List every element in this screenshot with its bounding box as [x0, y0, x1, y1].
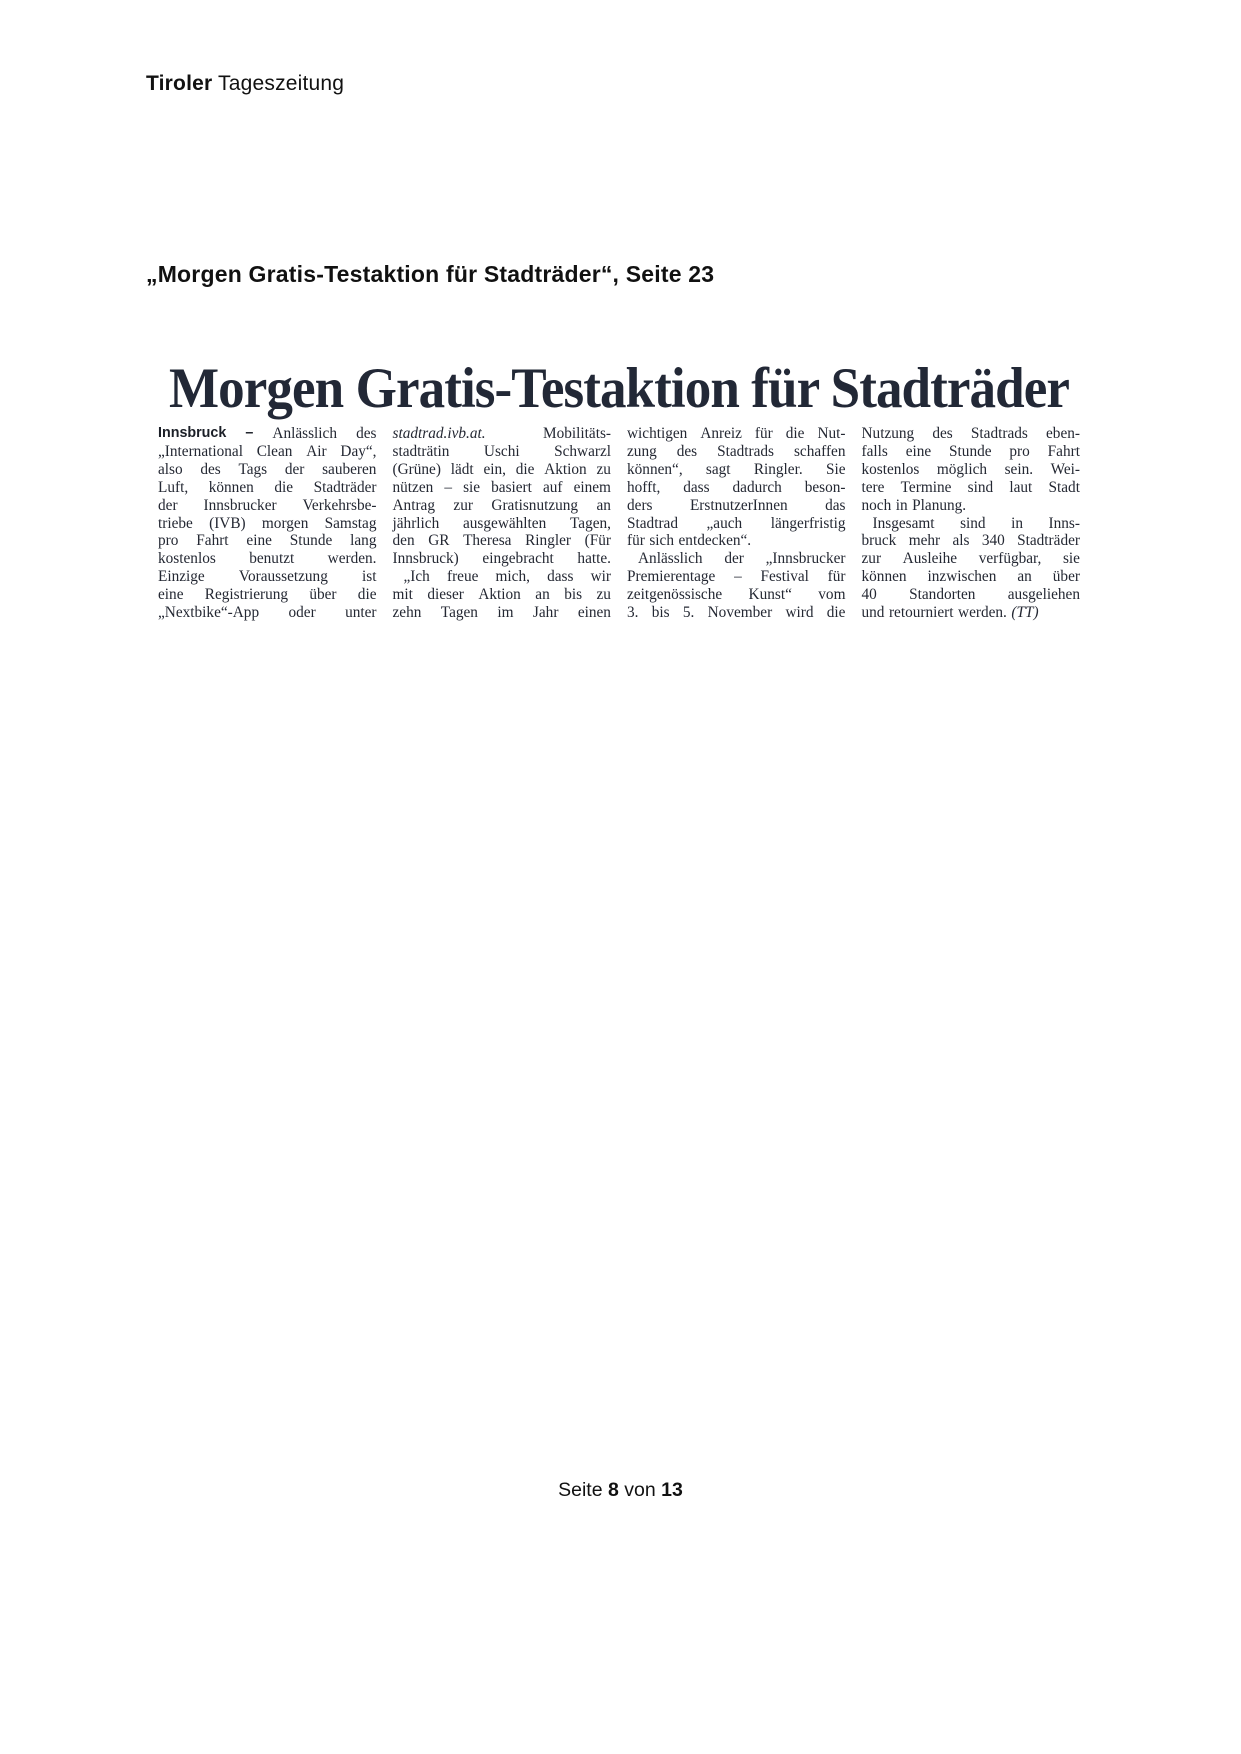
clipping-word: Ringler. [753, 460, 803, 478]
clipping-word: Gratisnutzung [491, 496, 579, 514]
clipping-word: Tagen, [570, 514, 611, 532]
newspaper-clipping [158, 358, 1080, 622]
clipping-text-line [158, 515, 377, 533]
clipping-word: Fahrt [196, 532, 229, 550]
footer-of-label: von [624, 1479, 656, 1501]
clipping-word: zu [596, 460, 611, 478]
clipping-word: Air [306, 442, 327, 460]
clipping-word: noch [861, 496, 892, 514]
clipping-word: Tags [238, 460, 268, 478]
clipping-word: zehn [392, 604, 422, 622]
clipping-column [393, 425, 612, 622]
clipping-word: sauberen [322, 460, 377, 478]
clipping-word: morgen [261, 514, 309, 532]
clipping-word: sie [463, 478, 481, 496]
clipping-word: eingebracht [482, 550, 554, 568]
clipping-text-line [627, 461, 846, 479]
clipping-word: Stadträder [1017, 532, 1080, 550]
clipping-word: können [861, 568, 907, 586]
clipping-word: (Grüne) [392, 460, 441, 478]
clipping-text-line [862, 515, 1081, 533]
clipping-text-line [627, 586, 846, 604]
clipping-word: GR [428, 532, 450, 550]
clipping-word: Fahrt [1047, 442, 1080, 460]
clipping-word: „International [158, 442, 243, 460]
clipping-text-line [393, 461, 612, 479]
clipping-word: die [826, 604, 846, 622]
clipping-word: Ausleihe [902, 550, 958, 568]
footer-page-number: 8 [608, 1479, 619, 1501]
clipping-word: Jahr [532, 604, 559, 622]
clipping-text-line [627, 604, 846, 622]
clipping-word: basiert [491, 478, 532, 496]
clipping-word: Schwarzl [554, 442, 611, 460]
clipping-word: die [357, 586, 377, 604]
clipping-word: (TT) [1011, 604, 1039, 622]
clipping-word: Aktion [478, 586, 521, 604]
clipping-text-line [627, 550, 846, 568]
clipping-word: des [932, 425, 953, 442]
clipping-word: über [309, 586, 337, 604]
clipping-word: im [497, 604, 514, 622]
clipping-column [862, 425, 1081, 622]
clipping-word: dieser [427, 586, 464, 604]
clipping-word: Uschi [483, 442, 520, 460]
clipping-word: als [952, 532, 970, 550]
clipping-word: in [895, 496, 908, 514]
clipping-text-line [158, 443, 377, 461]
clipping-word: werden. [327, 550, 377, 568]
clipping-word: lädt [450, 460, 474, 478]
clipping-word: längerfristig [770, 514, 846, 532]
clipping-text-line [627, 443, 846, 461]
clipping-word: an [596, 496, 611, 514]
clipping-word: stadträtin [392, 442, 450, 460]
clipping-word: oder [288, 604, 316, 622]
clipping-word: eben- [1046, 425, 1080, 442]
clipping-word: bis [564, 586, 583, 604]
clipping-word: „Ich [403, 568, 430, 586]
clipping-word: Clean [256, 442, 293, 460]
clipping-text-line [862, 461, 1081, 479]
clipping-word: Verkehrsbe- [302, 496, 377, 514]
clipping-word: „auch [706, 514, 743, 532]
clipping-word: kostenlos [158, 550, 216, 568]
clipping-word: vom [818, 586, 846, 604]
clipping-word: ErstnutzerInnen [689, 496, 788, 514]
clipping-word: Antrag [392, 496, 435, 514]
clipping-word: mich, [495, 568, 530, 586]
clipping-word: die [785, 425, 805, 442]
clipping-word: – [734, 568, 742, 586]
masthead-brand-rest: Tageszeitung [218, 72, 345, 95]
clipping-word: ist [362, 568, 377, 586]
clipping-word: möglich [936, 460, 988, 478]
clipping-word: pro [1009, 442, 1030, 460]
clipping-word: Anreiz [700, 425, 742, 442]
clipping-word: inzwischen [927, 568, 997, 586]
clipping-text-line [393, 479, 612, 497]
clipping-word: mit [392, 586, 413, 604]
clipping-text-line [393, 550, 612, 568]
clipping-word: 5. [682, 604, 695, 622]
clipping-word: tere [861, 478, 885, 496]
clipping-word: Mobilitäts- [543, 425, 611, 442]
clipping-word: einem [573, 478, 611, 496]
clipping-word: Aktion [544, 460, 587, 478]
clipping-word: – [444, 478, 452, 496]
clipping-text-line [158, 497, 377, 515]
clipping-text-line [862, 568, 1081, 586]
clipping-word: jährlich [392, 514, 440, 532]
clipping-text-line [627, 568, 846, 586]
clipping-word: Innsbruck) [392, 550, 459, 568]
clipping-word: Registrierung [204, 586, 289, 604]
clipping-word: Luft, [158, 478, 189, 496]
clipping-word: Stadtrad [627, 514, 678, 532]
clipping-word: der [724, 550, 744, 568]
clipping-headline [158, 358, 1080, 422]
clipping-word: falls [861, 442, 888, 460]
clipping-word: schaffen [793, 442, 846, 460]
clipping-word: Festival [760, 568, 809, 586]
clipping-word: „Nextbike“-App [158, 604, 260, 622]
clipping-word: eine [158, 586, 184, 604]
clipping-word: dadurch [732, 478, 782, 496]
article-reference-heading: „Morgen Gratis-Testaktion für Stadträder“, Seite 23 [146, 261, 715, 287]
clipping-word: einen [577, 604, 611, 622]
clipping-word: (Für [584, 532, 611, 550]
clipping-word: laut [1009, 478, 1033, 496]
clipping-word: nützen [392, 478, 434, 496]
clipping-text-line [862, 550, 1081, 568]
clipping-text-line [862, 586, 1081, 604]
clipping-text-line [862, 532, 1081, 550]
clipping-word: mehr [908, 532, 941, 550]
clipping-word: sein. [1004, 460, 1034, 478]
clipping-text-line [627, 479, 846, 497]
clipping-word: wird [785, 604, 814, 622]
clipping-word: ders [627, 496, 653, 514]
clipping-word: zur [861, 550, 882, 568]
clipping-word: zeitgenössische [627, 586, 723, 604]
clipping-word: sie [1062, 550, 1080, 568]
clipping-word: retourniert [888, 604, 954, 622]
clipping-word: Nutzung [861, 425, 915, 442]
clipping-word: Samstag [324, 514, 377, 532]
clipping-word: unter [345, 604, 377, 622]
clipping-word: sind [960, 514, 986, 532]
clipping-word: Stunde [289, 532, 333, 550]
clipping-word: Nut- [817, 425, 846, 442]
clipping-text-line [158, 479, 377, 497]
clipping-word: für [827, 568, 846, 586]
clipping-text-line [627, 515, 846, 533]
masthead-brand-bold: Tiroler [146, 72, 213, 95]
clipping-word: „Innsbrucker [765, 550, 846, 568]
clipping-word: an [1017, 568, 1032, 586]
clipping-word: Stadträder [313, 478, 377, 496]
clipping-word: Wei- [1050, 460, 1080, 478]
clipping-word: der [158, 496, 178, 514]
clipping-word: Termine [900, 478, 952, 496]
clipping-word: werden. [958, 604, 1007, 622]
clipping-word: Day“, [340, 442, 377, 460]
clipping-word: Kunst“ [748, 586, 792, 604]
clipping-text-line [862, 604, 1081, 622]
clipping-word: – [245, 425, 254, 441]
clipping-word: Insgesamt [872, 514, 935, 532]
clipping-word: Anlässlich [638, 550, 703, 568]
clipping-word: dass [547, 568, 574, 586]
clipping-word: sind [967, 478, 994, 496]
clipping-word: (IVB) [209, 514, 246, 532]
clipping-word: bruck [861, 532, 897, 550]
clipping-word: November [707, 604, 773, 622]
clipping-word: 3. [627, 604, 639, 622]
clipping-word: die [274, 478, 294, 496]
clipping-word: Voraussetzung [238, 568, 328, 586]
clipping-word: auf [542, 478, 563, 496]
clipping-word: Planung. [912, 496, 967, 514]
clipping-word: also [158, 460, 183, 478]
clipping-word: und [861, 604, 885, 622]
clipping-word: für [627, 532, 645, 550]
clipping-word: können [208, 478, 254, 496]
clipping-word: zu [596, 586, 611, 604]
clipping-word: des [356, 425, 377, 442]
clipping-word: ausgewählten [462, 514, 547, 532]
clipping-word: Anlässlich [272, 425, 337, 442]
clipping-text-line [158, 604, 377, 622]
footer-total-pages: 13 [661, 1479, 683, 1501]
clipping-word: dass [683, 478, 710, 496]
clipping-word: benutzt [249, 550, 295, 568]
clipping-word: der [284, 460, 305, 478]
clipping-word: Standorten [909, 586, 976, 604]
clipping-word: hatte. [577, 550, 611, 568]
clipping-text-line [158, 550, 377, 568]
clipping-text-line [158, 425, 377, 443]
clipping-word: ausgeliehen [1007, 586, 1080, 604]
clipping-word: triebe [158, 514, 193, 532]
clipping-word: über [1052, 568, 1080, 586]
clipping-word: sich [649, 532, 674, 550]
clipping-word: Innsbrucker [203, 496, 277, 514]
clipping-word: bis [651, 604, 670, 622]
clipping-text-line [158, 532, 377, 550]
clipping-text-line [627, 532, 846, 550]
clipping-word: Innsbruck [158, 425, 227, 441]
clipping-word: 340 [981, 532, 1005, 550]
clipping-word: eine [905, 442, 932, 460]
clipping-word: für [754, 425, 773, 442]
clipping-word: verfügbar, [978, 550, 1042, 568]
clipping-word: Ringler [525, 532, 571, 550]
clipping-word: Stadtrads [717, 442, 774, 460]
clipping-text-line [393, 425, 612, 443]
clipping-word: 40 [861, 586, 877, 604]
clipping-word: wir [590, 568, 611, 586]
clipping-column [158, 425, 377, 622]
clipping-word: den [392, 532, 415, 550]
clipping-word: sagt [705, 460, 731, 478]
clipping-headline-text: Morgen Gratis-Testaktion für Stadträder [169, 358, 1070, 420]
clipping-word: das [825, 496, 846, 514]
clipping-word: Sie [825, 460, 846, 478]
clipping-text-line [627, 497, 846, 515]
clipping-word: an [535, 586, 550, 604]
clipping-column [627, 425, 846, 622]
clipping-word: Inns- [1048, 514, 1080, 532]
clipping-word: in [1011, 514, 1023, 532]
clipping-text-line [158, 568, 377, 586]
clipping-word: Stunde [949, 442, 992, 460]
clipping-word: beson- [804, 478, 846, 496]
clipping-text-line [862, 479, 1081, 497]
clipping-text-line [393, 568, 612, 586]
clipping-word: lang [350, 532, 377, 550]
clipping-word: Stadt [1048, 478, 1080, 496]
clipping-text-line [393, 586, 612, 604]
clipping-text-line [627, 425, 846, 443]
clipping-text-line [862, 443, 1081, 461]
clipping-word: Stadtrads [970, 425, 1028, 442]
clipping-word: wichtigen [627, 425, 688, 442]
clipping-word: des [676, 442, 698, 460]
clipping-text-line [862, 425, 1081, 443]
clipping-word: Tagen [440, 604, 478, 622]
clipping-text-line [393, 497, 612, 515]
clipping-word: zung [627, 442, 657, 460]
clipping-text-line [393, 604, 612, 622]
clipping-word: die [515, 460, 535, 478]
clipping-word: Einzige [158, 568, 205, 586]
clipping-word: pro [158, 532, 179, 550]
clipping-word: hofft, [627, 478, 661, 496]
clipping-text-line [158, 586, 377, 604]
clipping-word: ein, [483, 460, 506, 478]
clipping-word: des [200, 460, 221, 478]
clipping-text-line [393, 515, 612, 533]
clipping-word: eine [246, 532, 272, 550]
page-footer [0, 1479, 1241, 1502]
clipping-text-line [158, 461, 377, 479]
clipping-text-line [393, 443, 612, 461]
clipping-word: kostenlos [861, 460, 920, 478]
clipping-text-line [393, 532, 612, 550]
clipping-word: Premierentage [627, 568, 716, 586]
clipping-word: können“, [627, 460, 683, 478]
clipping-word: entdecken“. [678, 532, 752, 550]
clipping-word: freue [446, 568, 479, 586]
clipping-word: stadtrad.ivb.at. [392, 425, 486, 442]
newspaper-masthead [146, 72, 344, 96]
clipping-word: Theresa [463, 532, 512, 550]
clipping-columns [158, 425, 1080, 622]
clipping-word: zur [453, 496, 473, 514]
clipping-text-line [862, 497, 1081, 515]
footer-page-label: Seite [558, 1479, 603, 1501]
